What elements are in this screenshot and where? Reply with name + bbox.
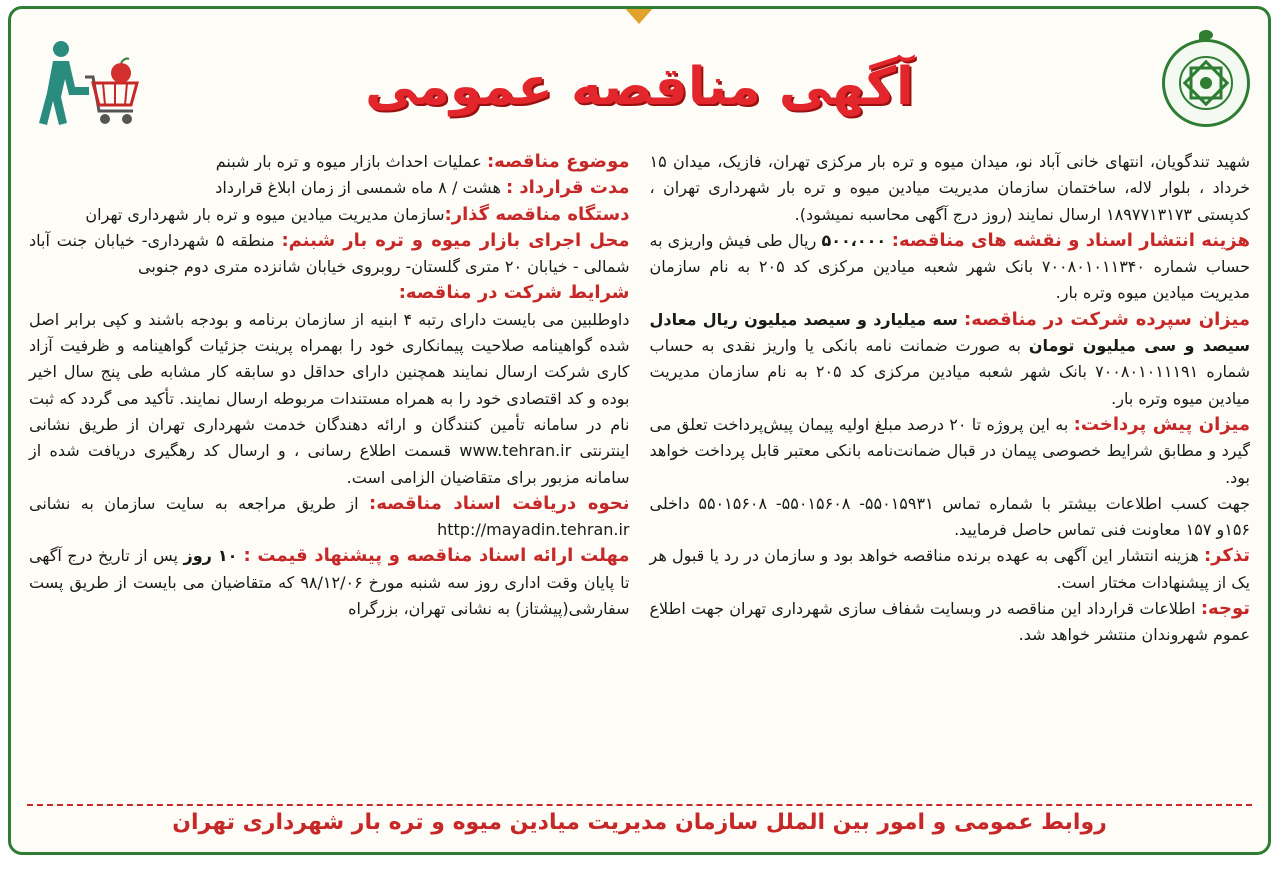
right-column <box>29 149 630 806</box>
docs-label: نحوه دریافت اسناد مناقصه: <box>369 492 630 514</box>
docs-value: از طریق مراجعه به سایت سازمان به نشانی <box>29 493 369 513</box>
notice-body <box>29 149 1250 806</box>
attention-label: توجه: <box>1200 598 1250 620</box>
bond-amount: سه میلیارد و سیصد میلیون ریال معادل سیصد و سی میلیون تومان <box>649 309 1250 356</box>
bond-value: به صورت ضمانت نامه بانکی یا واریز نقدی به حساب شماره ۷۰۰۸۰۱۰۱۱۱۹۱ بانک شهر شعبه میادین مرکزی کد ۲۰۵ به نام سازمان مدیریت میادین میوه وتره بار. <box>649 336 1250 408</box>
conditions-label: شرایط شرکت در مناقصه: <box>398 282 630 304</box>
organizer-value: سازمان مدیریت میادین میوه و تره بار شهرداری تهران <box>85 204 445 224</box>
left-column <box>650 149 1251 806</box>
deadline-value: پس از تاریخ درج آگهی تا پایان وقت اداری روز سه شنبه مورخ ۹۸/۱۲/۰۶ که متقاضیان می بایست از طریق پست سفارشی(پیشتاز) به نشانی تهران، بزرگراه <box>29 546 630 619</box>
shopping-cart-icon <box>33 37 143 133</box>
subject-label: موضوع مناقصه: <box>486 151 630 172</box>
mayadin-website-link[interactable]: http://mayadin.tehran.ir <box>437 520 630 540</box>
page-title: آگهی مناقصه عمومی <box>365 57 914 117</box>
note-value: هزینه انتشار این آگهی به عهده برنده مناقصه خواهد بود و سازمان در رد یا قبول هر یک از پیشنهادات مختار است. <box>649 546 1250 592</box>
address-continuation: شهید تندگویان، انتهای خانی آباد نو، میدان میوه و تره بار مرکزی تهران، فازیک، میدان ۱۵ خرداد ، بلوار لاله، ساختمان سازمان مدیریت میادین میوه و تره بار شهرداری تهران ، کدپستی ۱۸۹۷۷۱۳۱۷۳ ارسال نمایند (روز درج آگهی محاسبه نمیشود). <box>649 152 1250 224</box>
duration-label: مدت قرارداد : <box>505 177 630 199</box>
conditions-value: داوطلبین می بایست دارای رتبه ۴ ابنیه از سازمان برنامه و بودجه باشند و کپی برابر اصل شده گواهینامه صلاحیت پیمانکاری خود را بهمراه پرینت جزئیات گواهینامه و ظرفیت آزاد کاری شرکت ارسال نمایند همچنین دارای حداقل دو سابقه کار مشابه طی پنج سال اخیر بوده و کد اقتصادی خود را به همراه مستندات مربوطه ارسال نمایند. تأکید می گردد که ثبت نام در سامانه تأمین کنندگان و ارائه دهندگان خدمت شهرداری تهران از طریق نشانی اینترنتی <box>29 309 630 461</box>
prepay-label: میزان پیش پرداخت: <box>1073 413 1251 435</box>
attention-value: اطلاعات قرارداد این مناقصه در وبسایت شفاف سازی شهرداری تهران جهت اطلاع عموم شهروندان منتشر خواهد شد. <box>649 599 1250 645</box>
bond-label: میزان سپرده شرکت در مناقصه: <box>964 308 1250 330</box>
organizer-label: دستگاه مناقصه گذار: <box>444 203 630 225</box>
location-label: محل اجرای بازار میوه و تره بار شبنم: <box>281 229 630 251</box>
tender-notice <box>8 6 1271 855</box>
note-label: تذکر: <box>1203 545 1250 567</box>
tehran-website-link[interactable]: www.tehran.ir <box>459 441 572 461</box>
deadline-days: ۱۰ روز <box>183 546 244 566</box>
fee-value: ریال طی فیش واریزی به حساب شماره ۷۰۰۸۰۱۰۱۱۳۴۰ بانک شهر شعبه میادین مرکزی کد ۲۰۵ به نام سازمان مدیریت میادین میوه وتره بار. <box>649 230 1250 303</box>
location-value: منطقه ۵ شهرداری- خیابان جنت آباد شمالی - خیابان ۲۰ متری گلستان- روبروی خیابان شانزده متری دوم جنوبی <box>29 230 630 277</box>
header <box>11 9 1268 139</box>
subject-value: عملیات احداث بازار میوه و تره بار شبنم <box>215 152 487 171</box>
footer-credit: روابط عمومی و امور بین الملل سازمان مدیریت میادین میوه و تره بار شهرداری تهران <box>27 804 1252 844</box>
duration-value: هشت / ۸ ماه شمسی از زمان ابلاغ قرارداد <box>215 178 506 198</box>
fee-label: هزینه انتشار اسناد و نقشه های مناقصه: <box>891 229 1250 251</box>
prepay-value: به این پروژه تا ۲۰ درصد مبلغ اولیه پیمان پیش‌پرداخت تعلق می گیرد و مطابق شرایط خصوصی پیمان در قبال ضمانت‌نامه بانکی معتبر قابل پرداخت خواهد بود. <box>649 414 1250 487</box>
conditions-value-2: قسمت اطلاع رسانی ، و ارسال کد رهگیری دریافت شده از سامانه مزبور برای متقاضیان الزامی است. <box>29 441 630 487</box>
deadline-label: مهلت ارائه اسناد مناقصه و پیشنهاد قیمت : <box>243 545 630 567</box>
fee-amount: ۵۰۰،۰۰۰ <box>821 230 892 250</box>
contact-value: جهت کسب اطلاعات بیشتر با شماره تماس ۵۵۰۱۵۹۳۱- ۵۵۰۱۵۶۰۸- ۵۵۰۱۵۶۰۸ داخلی ۱۵۶و ۱۵۷ معاونت فنی تماس حاصل فرمایید. <box>649 493 1251 540</box>
